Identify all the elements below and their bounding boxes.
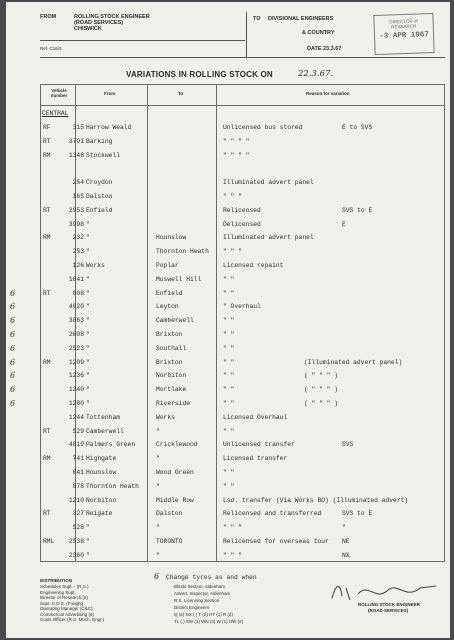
copy-recipient: Q (2) NX ( ) T (2) HT (1) R (2) — [174, 612, 234, 617]
table-row — [6, 522, 450, 534]
vehicle-number: 1236 — [68, 372, 84, 380]
table-row — [6, 343, 450, 355]
table-top-rule — [40, 84, 445, 85]
from-garage: " — [86, 248, 90, 256]
variation-reason: " " — [223, 358, 235, 366]
stamp-date: -3 APR 1967 — [379, 31, 429, 41]
variation-reason: " Overhaul — [223, 303, 261, 311]
from-garage: " — [86, 220, 90, 228]
vehicle-class: RM — [43, 358, 51, 366]
from-garage: Works — [86, 262, 105, 269]
variation-reason: Lsd. transfer (Via Works BO) (Illuminated advert) — [223, 496, 409, 504]
table-row — [6, 439, 450, 451]
note-symbol: 6 — [154, 572, 160, 581]
variation-reason: Unlicensed bus stored — [223, 124, 303, 131]
table-row — [6, 467, 450, 479]
tick-mark: 6 — [10, 288, 16, 298]
copy-recipient: Blinds Section, Aldenham — [174, 584, 226, 589]
variation-reason: " " " " — [223, 137, 250, 145]
tick-mark: 6 — [10, 343, 16, 353]
tick-mark: 6 — [10, 399, 16, 408]
from-garage: Palmers Green — [86, 441, 136, 449]
variation-extra: SVS to E — [342, 206, 373, 214]
vehicle-class: RT — [43, 510, 51, 518]
to-garage: Works — [156, 413, 175, 421]
vehicle-number: 641 — [72, 469, 84, 476]
col-header-reason: Reason for variation — [306, 91, 350, 96]
from-garage: Thornton Heath — [86, 482, 139, 490]
variation-reason: " " " — [223, 248, 242, 256]
variation-reason: " " " — [223, 524, 242, 532]
to-garage: Hounslow — [156, 234, 187, 242]
table-row — [6, 260, 450, 272]
tick-mark: 6 — [10, 371, 16, 381]
to-garage: Dalston — [156, 510, 183, 518]
vehicle-number: 2953 — [68, 206, 84, 214]
vehicle-number: 315 — [72, 124, 84, 131]
variation-extra: NE — [342, 538, 350, 545]
vehicle-class: RF — [43, 124, 51, 131]
table-row — [6, 122, 450, 134]
to-garage: Brixton — [156, 331, 183, 338]
to-garage: Brixton — [156, 358, 183, 366]
variation-extra: SVS — [342, 441, 354, 449]
variation-reason: " " — [223, 317, 235, 325]
vehicle-number: 126 — [72, 262, 84, 269]
tyre-note: Change tyres as and when — [166, 574, 257, 581]
variation-reason: " " — [223, 275, 235, 283]
distribution-item: Engineering Supt. — [40, 589, 76, 595]
variation-reason: Licensed repaint — [223, 262, 284, 269]
to-garage: Leyton — [156, 303, 179, 311]
to-garage: Thornton Heath — [156, 248, 209, 256]
from-garage: Dalston — [86, 193, 113, 200]
to-garage: Camberwell — [156, 317, 194, 325]
from-garage: " — [86, 538, 90, 545]
vehicle-number: 1244 — [68, 413, 84, 421]
vehicle-number: 253 — [72, 248, 84, 256]
vehicle-number: 878 — [72, 482, 84, 490]
to-label: TO — [253, 16, 261, 22]
to-garage: Wood Green — [156, 469, 194, 476]
from-garage: Hounslow — [86, 469, 117, 476]
table-row — [6, 384, 450, 396]
variation-extra: ( " " " ) — [304, 386, 339, 394]
stamp-line-2: RESEARCH — [391, 23, 417, 30]
vehicle-number: 1240 — [68, 386, 84, 394]
vehicle-number: 4020 — [68, 303, 84, 311]
table-row — [6, 453, 450, 465]
variation-reason: " " — [223, 344, 235, 352]
tick-mark: 6 — [10, 316, 16, 326]
variation-reason: Relicensed — [223, 206, 261, 214]
table-row — [6, 536, 450, 548]
table-row — [6, 398, 450, 410]
table-row — [6, 232, 450, 244]
variation-reason: Delicensed — [223, 220, 261, 228]
from-label: FROM — [40, 14, 57, 20]
vehicle-class: RT — [43, 427, 51, 435]
vehicle-number: 528 — [72, 524, 84, 532]
vehicle-class: RT — [43, 289, 51, 297]
from-garage: Highgate — [86, 455, 117, 463]
table-row — [6, 205, 450, 217]
table-row — [6, 191, 450, 203]
from-line-1: ROLLING STOCK ENGINEER — [74, 14, 150, 20]
vehicle-number: 3998 — [68, 220, 84, 228]
variation-reason: Unlicensed transfer — [223, 441, 295, 449]
variation-reason: " " " — [223, 551, 242, 559]
table-row — [6, 370, 450, 382]
vehicle-number: 254 — [72, 179, 84, 187]
distribution-item: Schedules Supt. - (R.S.) — [40, 584, 89, 589]
title-date: 22.3.67. — [298, 69, 334, 79]
variation-reason: " " — [223, 331, 235, 338]
header-rule — [40, 40, 245, 41]
table-row — [6, 508, 450, 520]
vehicle-number: 1641 — [68, 275, 84, 283]
vehicle-number: 232 — [72, 234, 84, 242]
tick-mark: 6 — [10, 330, 16, 339]
from-garage: " — [86, 275, 90, 283]
variation-reason: Illuminated advert panel — [223, 179, 314, 187]
from-garage: " — [86, 400, 90, 407]
variation-reason: " " — [223, 482, 235, 490]
to-recipient-2: & COUNTRY — [302, 30, 335, 36]
to-garage: Cricklewood — [156, 441, 198, 449]
document-title: VARIATIONS IN ROLLING STOCK ON — [126, 70, 273, 79]
table-header-rule — [40, 105, 445, 106]
tick-mark: 6 — [10, 302, 16, 312]
vehicle-class: RML — [43, 538, 55, 545]
section-heading: CENTRAL — [42, 110, 69, 117]
table-row — [6, 495, 450, 507]
variation-reason: " " " — [223, 193, 242, 200]
table-row — [6, 219, 450, 231]
from-garage: " — [86, 317, 90, 325]
vehicle-number: 2538 — [68, 538, 84, 545]
variation-reason: Relicensed for overseas tour — [223, 538, 329, 545]
from-garage: Croydon — [86, 179, 113, 187]
document-page — [6, 2, 450, 638]
variation-extra: " — [342, 524, 346, 532]
signature — [328, 578, 440, 604]
variation-reason: Relicensed and transferred — [223, 510, 322, 518]
distribution-label: DISTRIBUTION — [40, 578, 72, 583]
vehicle-number: 741 — [72, 455, 84, 463]
col-header-to: To — [178, 91, 184, 96]
from-line-3: CHISWICK — [74, 26, 102, 32]
to-garage: Poplar — [156, 262, 179, 269]
col-header-from: From — [104, 91, 116, 96]
stamp-line-1: DIRECTOR of — [389, 18, 418, 25]
tick-mark: 6 — [10, 385, 16, 395]
table-row — [6, 329, 450, 341]
to-garage: Muswell Hill — [156, 275, 202, 283]
to-garage: Riverside — [156, 400, 191, 407]
copy-recipient: Advert. Inspector, Aldenham — [174, 591, 231, 596]
from-garage: " — [86, 303, 90, 311]
variation-extra: ( " " " ) — [304, 372, 339, 380]
variation-reason: Licensed Overhaul — [223, 413, 288, 421]
col-header-vehicle: Vehicle number — [50, 88, 68, 98]
from-garage: Reigate — [86, 510, 113, 518]
to-garage: Enfield — [156, 289, 183, 297]
header-bottom-rule — [40, 57, 445, 58]
vehicle-class: RM — [43, 151, 51, 159]
variation-extra: SVS to E — [342, 510, 373, 518]
vehicle-number: 1210 — [68, 496, 84, 504]
table-row — [6, 426, 450, 438]
from-garage: Harrow Weald — [86, 124, 132, 131]
variation-extra: (Illuminated advert panel) — [304, 358, 403, 366]
from-garage: " — [86, 524, 90, 532]
to-recipient: DIVISIONAL ENGINEERS — [268, 16, 334, 22]
from-garage: " — [86, 551, 90, 559]
from-garage: Camberwell — [86, 427, 124, 435]
distribution-item: Director of Research (2) — [40, 595, 89, 600]
from-garage: " — [86, 386, 90, 394]
vehicle-number: 327 — [72, 510, 84, 518]
to-garage: Southall — [156, 344, 187, 352]
to-garage: " — [156, 524, 160, 532]
to-garage: Mortlake — [156, 386, 187, 394]
vehicle-number: 1209 — [68, 358, 84, 366]
variation-reason: " " — [223, 289, 235, 297]
from-garage: Tottenham — [86, 413, 121, 421]
distribution-item: Commercial Advertising (6) — [40, 611, 95, 617]
table-row — [6, 288, 450, 300]
distribution-item: Supt. C.D.S. (Freight) — [40, 600, 84, 606]
variation-reason: Licensed transfer — [223, 455, 288, 463]
from-garage: " — [86, 234, 90, 242]
vehicle-number: 2360 — [68, 551, 84, 559]
variation-reason: " " — [223, 469, 235, 476]
table-row — [6, 315, 450, 327]
vehicle-number: 2608 — [68, 331, 84, 338]
to-garage: Norbiton — [156, 372, 187, 380]
vehicle-class: RT — [43, 206, 51, 214]
table-row — [6, 163, 450, 175]
vehicle-number: 165 — [72, 193, 84, 200]
table-row — [6, 274, 450, 286]
from-garage: Stockwell — [86, 151, 121, 159]
to-garage: TORONTO — [156, 538, 183, 545]
reference-number: Ref. C16/3 — [40, 46, 62, 51]
table-row — [6, 550, 450, 562]
variation-extra: E to SVS — [342, 124, 373, 131]
vehicle-number: 3701 — [68, 137, 84, 145]
table-row — [6, 481, 450, 493]
variation-extra: NX — [342, 551, 350, 559]
variation-reason: " " — [223, 372, 235, 380]
date-value: 23.3.67 — [323, 46, 342, 52]
variation-reason: Illuminated advert panel — [223, 234, 314, 242]
from-garage: " — [86, 289, 90, 297]
variation-reason: " " — [223, 386, 235, 394]
vehicle-number: 4819 — [68, 441, 84, 449]
table-row — [6, 177, 450, 189]
to-garage: " — [156, 455, 160, 463]
to-garage: Middle Row — [156, 496, 194, 504]
vehicle-number: 529 — [72, 427, 84, 435]
distribution-item: Costs Officer (R.S. Mech. Engr.) — [40, 617, 105, 622]
tick-mark: 6 — [10, 357, 16, 367]
to-garage: " — [156, 427, 160, 435]
vehicle-number: 3863 — [68, 317, 84, 325]
copy-recipient: TL ( ) SW (1) WN (4) W (1) HW (2) — [174, 619, 244, 624]
date-label: DATE — [307, 46, 322, 52]
variation-extra: ( " " " ) — [304, 400, 339, 407]
to-garage: " — [156, 551, 160, 559]
from-garage: Norbiton — [86, 496, 117, 504]
copy-recipient: District Engineers — [174, 605, 210, 610]
table-row — [6, 246, 450, 258]
from-garage: " — [86, 372, 90, 380]
from-garage: Barking — [86, 137, 113, 145]
vehicle-class: RM — [43, 234, 51, 242]
received-stamp — [373, 13, 434, 55]
vehicle-number: 2523 — [68, 344, 84, 352]
table-row — [6, 412, 450, 424]
copy-recipient: R.S. Licensing Section — [174, 598, 220, 603]
signatory-title: ROLLING STOCK ENGINEER — [358, 602, 420, 607]
variation-extra: E — [342, 220, 346, 228]
distribution-item: Operating Manager (C&C) — [40, 606, 93, 611]
vehicle-number: 808 — [72, 289, 84, 297]
vehicle-class: RM — [43, 455, 51, 463]
from-garage: " — [86, 331, 90, 338]
table-row — [6, 357, 450, 369]
from-garage: " — [86, 358, 90, 366]
vehicle-number: 1348 — [68, 151, 84, 159]
variation-reason: " " " " — [223, 151, 250, 159]
from-garage: " — [86, 344, 90, 352]
variation-reason: " " — [223, 400, 235, 407]
variation-reason: " " — [223, 427, 235, 435]
from-garage: Enfield — [86, 206, 113, 214]
vehicle-class: RT — [43, 137, 51, 145]
table-row — [6, 150, 450, 162]
vehicle-number: 1280 — [68, 400, 84, 407]
signatory-subtitle: (ROAD SERVICES) — [368, 608, 409, 613]
to-garage: " — [156, 482, 160, 490]
from-line-2: (ROAD SERVICES) — [74, 20, 124, 26]
table-row — [6, 136, 450, 148]
header-divider — [246, 12, 247, 57]
table-row — [6, 301, 450, 313]
